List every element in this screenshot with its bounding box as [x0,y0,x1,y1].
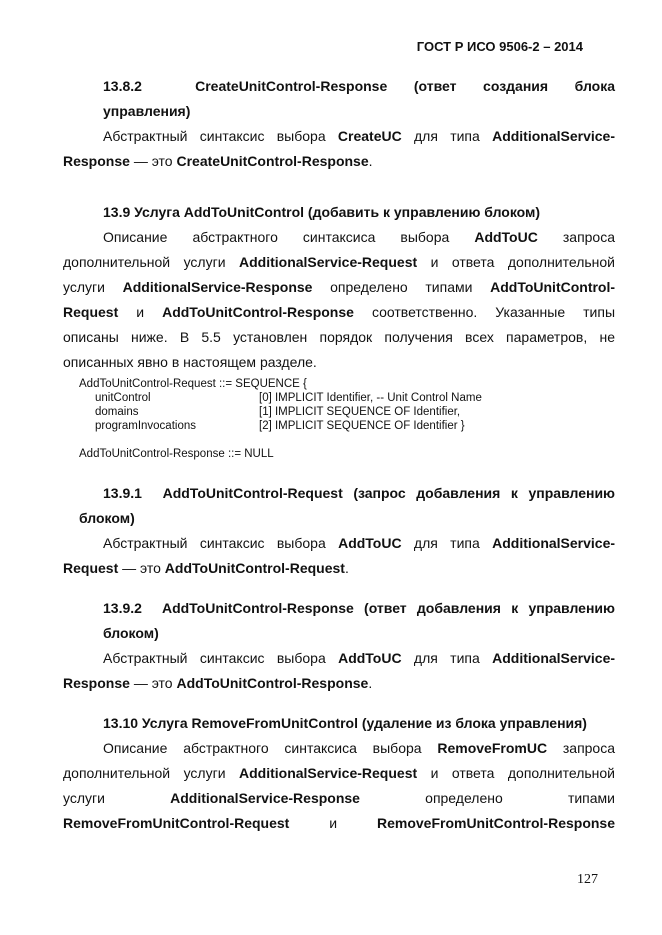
term: AdditionalService-Response [170,790,360,806]
heading-word: блока [574,78,616,94]
code-field: unitControl [95,392,151,404]
text: соответственно. Указанные типы [371,304,616,320]
term: AdditionalService- [492,650,616,666]
term: RemoveFromUnitControl-Response [376,815,615,831]
text: — это [133,153,173,169]
text: и [329,815,338,831]
code-type: [2] IMPLICIT SEQUENCE OF Identifier } [259,420,465,432]
page-number: 127 [577,872,598,887]
term: AddToUC [338,650,402,666]
text: . [368,675,373,691]
text: и [136,304,145,320]
heading-title: AddToUnitControl-Response (ответ добавления к управлению [161,600,615,616]
section-13-8-2-text-line2 [63,149,373,174]
term: AdditionalService-Request [238,254,418,270]
section-13-10-heading: 13.10 Услуга RemoveFromUnitControl (удаление из блока управления) [103,715,587,731]
section-13-9-1-heading-cont: блоком) [79,510,135,526]
text: Абстрактный синтаксис выбора [103,535,326,551]
section-13-8-2-heading-cont: управления) [103,103,191,119]
heading-word: (ответ [413,78,457,94]
term: AdditionalService-Response [122,279,313,295]
text: и ответа дополнительной [430,765,615,781]
text: дополнительной услуги [63,765,226,781]
section-13-10-line1 [103,736,615,761]
text: для типа [413,535,480,551]
section-13-9-line6: описанных явно в настоящем разделе. [63,354,317,370]
text: запроса [562,229,616,245]
text: . [344,560,349,576]
text: для типа [413,650,480,666]
section-13-9-heading: 13.9 Услуга AddToUnitControl (добавить к управлению блоком) [103,204,541,220]
section-13-9-line1 [103,225,615,250]
text: типами [567,790,615,806]
text: Абстрактный синтаксис выбора [103,650,326,666]
code-line: AddToUnitControl-Request ::= SEQUENCE { [79,378,307,390]
section-13-9-2-text-line1 [103,646,615,671]
term: CreateUnitControl-Response [176,153,369,169]
text: описаны ниже. В 5.5 установлен порядок получения всех параметров, не [63,329,615,345]
text: Описание абстрактного синтаксиса выбора [103,229,450,245]
term: Request [63,304,119,320]
text: определено типами [330,279,473,295]
section-13-9-line2 [63,250,615,275]
term: AddToUnitControl-Response [162,304,354,320]
section-13-9-1-heading [103,481,615,506]
term: AddToUC [474,229,538,245]
term: AddToUC [338,535,402,551]
term: Response [63,153,130,169]
heading-number: 13.8.2 [103,78,142,94]
text: . [368,153,373,169]
heading-word: создания [483,78,549,94]
term: AdditionalService- [492,535,616,551]
term: AddToUnitControl-Request [164,560,345,576]
term: AddToUnitControl- [490,279,616,295]
text: Описание абстрактного синтаксиса выбора [103,740,422,756]
text: для типа [414,128,480,144]
heading-number: 13.9.2 [103,600,142,616]
section-13-9-2-heading [103,596,615,621]
code-field: domains [95,406,139,418]
term: AdditionalService- [492,128,615,144]
term: RemoveFromUC [437,740,548,756]
term: AdditionalService-Request [238,765,418,781]
text: услуги [63,279,105,295]
text: и ответа дополнительной [430,254,615,270]
heading-number: 13.9.1 [103,485,142,501]
text: определено [425,790,503,806]
term: CreateUC [337,128,402,144]
section-13-9-line4 [63,300,615,325]
text: — это [133,675,173,691]
text: — это [122,560,161,576]
section-13-9-line3 [63,275,615,300]
section-13-8-2-text-line1 [103,124,615,149]
text: Абстрактный синтаксис выбора [103,128,326,144]
heading-title: AddToUnitControl-Request (запрос добавления к управлению [162,485,616,501]
section-13-9-line5 [63,325,615,350]
term: Request [63,560,119,576]
section-13-10-line2 [63,761,615,786]
code-type: [0] IMPLICIT Identifier, -- Unit Control Name [259,392,482,404]
section-13-9-1-text-line1 [103,531,615,556]
term: Response [63,675,130,691]
section-13-10-line4 [63,811,615,836]
text: дополнительной услуги [63,254,226,270]
code-type: [1] IMPLICIT SEQUENCE OF Identifier, [259,406,461,418]
section-13-10-line3 [63,786,615,811]
section-13-9-1-text-line2 [63,556,349,581]
section-13-9-2-heading-cont: блоком) [103,625,159,641]
text: услуги [63,790,105,806]
code-line: AddToUnitControl-Response ::= NULL [79,448,274,460]
code-field: programInvocations [95,420,196,432]
heading-title: CreateUnitControl-Response [195,78,388,94]
document-header: ГОСТ Р ИСО 9506-2 – 2014 [416,39,583,54]
text: запроса [562,740,616,756]
section-13-8-2-heading [103,74,615,99]
term: RemoveFromUnitControl-Request [63,815,290,831]
section-13-9-2-text-line2 [63,671,372,696]
term: AddToUnitControl-Response [176,675,369,691]
